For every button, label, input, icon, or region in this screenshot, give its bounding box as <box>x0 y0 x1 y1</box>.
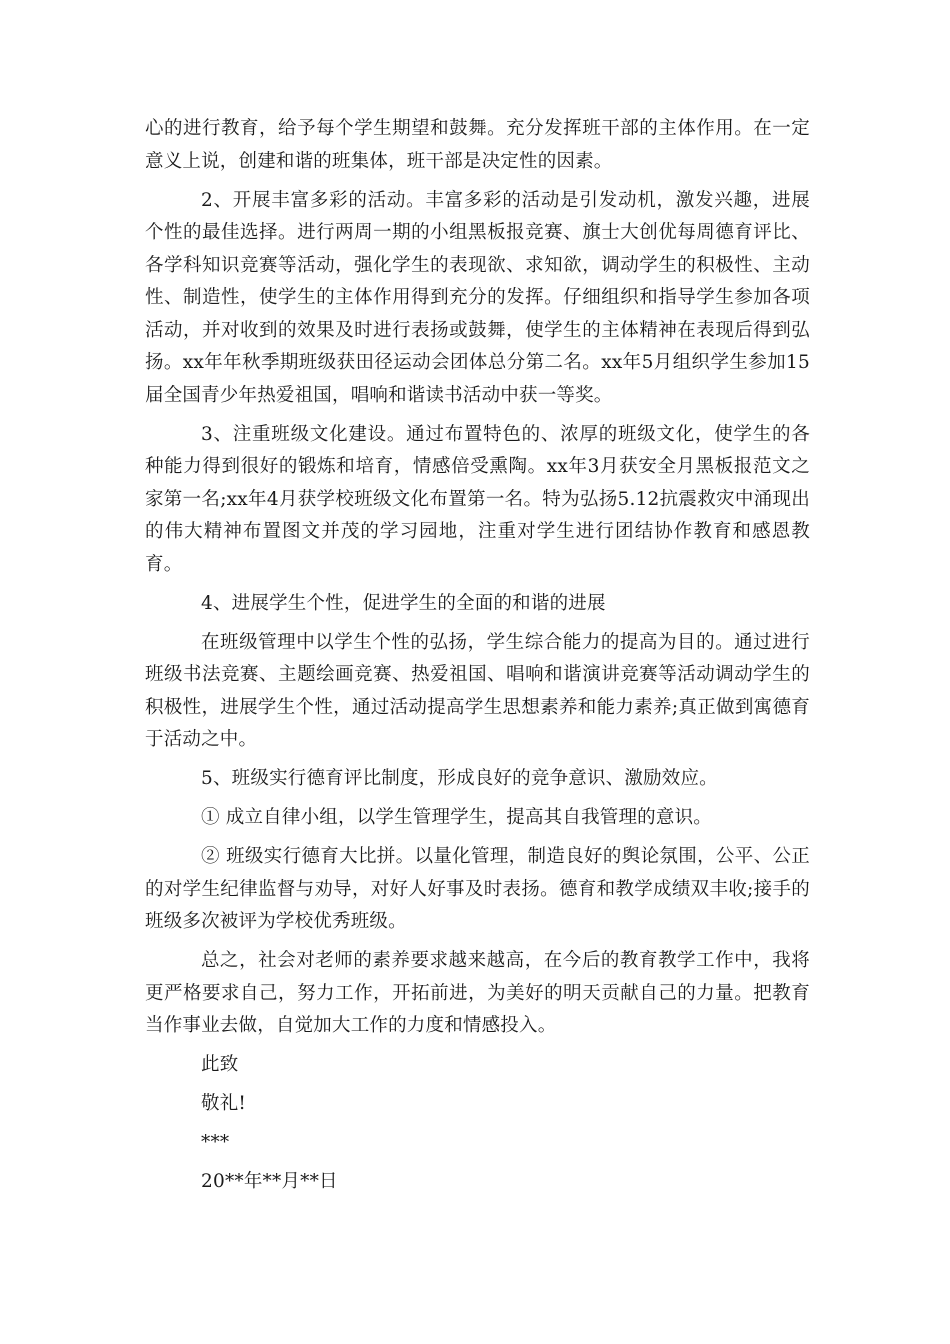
closing-salutation: 此致 <box>201 1054 239 1075</box>
paragraph-continuation: 心的进行教育，给予每个学生期望和鼓舞。充分发挥班干部的主体作用。在一定意义上说，创建和谐的班集体，班干部是决定性的因素。 <box>145 118 810 172</box>
signature: *** <box>201 1132 230 1153</box>
letter-body <box>145 113 810 1205</box>
paragraph-class-management: 在班级管理中以学生个性的弘扬，学生综合能力的提高为目的。通过进行班级书法竞赛、主题绘画竞赛、热爱祖国、唱响和谐演讲竞赛等活动调动学生的积极性，进展学生个性，通过活动提高学生思想素养和能力素养;真正做到寓德育于活动之中。 <box>145 631 810 750</box>
closing-regards: 敬礼! <box>201 1093 247 1114</box>
paragraph-activities: 2、开展丰富多彩的活动。丰富多彩的活动是引发动机，激发兴趣，进展个性的最佳选择。进行两周一期的小组黑板报竞赛、旗士大创优每周德育评比、各学科知识竞赛等活动，强化学生的表现欲、求知欲，调动学生的积极性、主动性、制造性，使学生的主体作用得到充分的发挥。仔细组织和指导学生参加各项活动，并对收到的效果及时进行表扬或鼓舞，使学生的主体精神在表现后得到弘扬。xx年年秋季期班级获田径运动会团体总分第二名。xx年5月组织学生参加15届全国青少年热爱祖国，唱响和谐读书活动中获一等奖。 <box>145 189 810 406</box>
paragraph-evaluation-system: 5、班级实行德育评比制度，形成良好的竞争意识、激励效应。 <box>201 768 718 789</box>
paragraph-class-culture: 3、注重班级文化建设。通过布置特色的、浓厚的班级文化，使学生的各种能力得到很好的锻炼和培育，情感倍受熏陶。xx年3月获安全月黑板报范文之家第一名;xx年4月获学校班级文化布置第一名。特为弘扬5.12抗震救灾中涌现出的伟大精神布置图文并茂的学习园地，注重对学生进行团结协作教育和感恩教育。 <box>145 423 810 575</box>
letter-date: 20**年**月**日 <box>201 1171 338 1192</box>
paragraph-moral-competition: ② 班级实行德育大比拼。以量化管理，制造良好的舆论氛围，公平、公正的对学生纪律监督与劝导，对好人好事及时表扬。德育和教学成绩双丰收;接手的班级多次被评为学校优秀班级。 <box>145 846 810 932</box>
paragraph-self-discipline-group: ① 成立自律小组，以学生管理学生，提高其自我管理的意识。 <box>201 807 712 828</box>
paragraph-conclusion: 总之，社会对老师的素养要求越来越高，在今后的教育教学工作中，我将更严格要求自己，努力工作，开拓前进，为美好的明天贡献自己的力量。把教育当作事业去做，自觉加大工作的力度和情感投入。 <box>145 950 810 1036</box>
paragraph-heading-individuality: 4、进展学生个性，促进学生的全面的和谐的进展 <box>201 592 606 614</box>
